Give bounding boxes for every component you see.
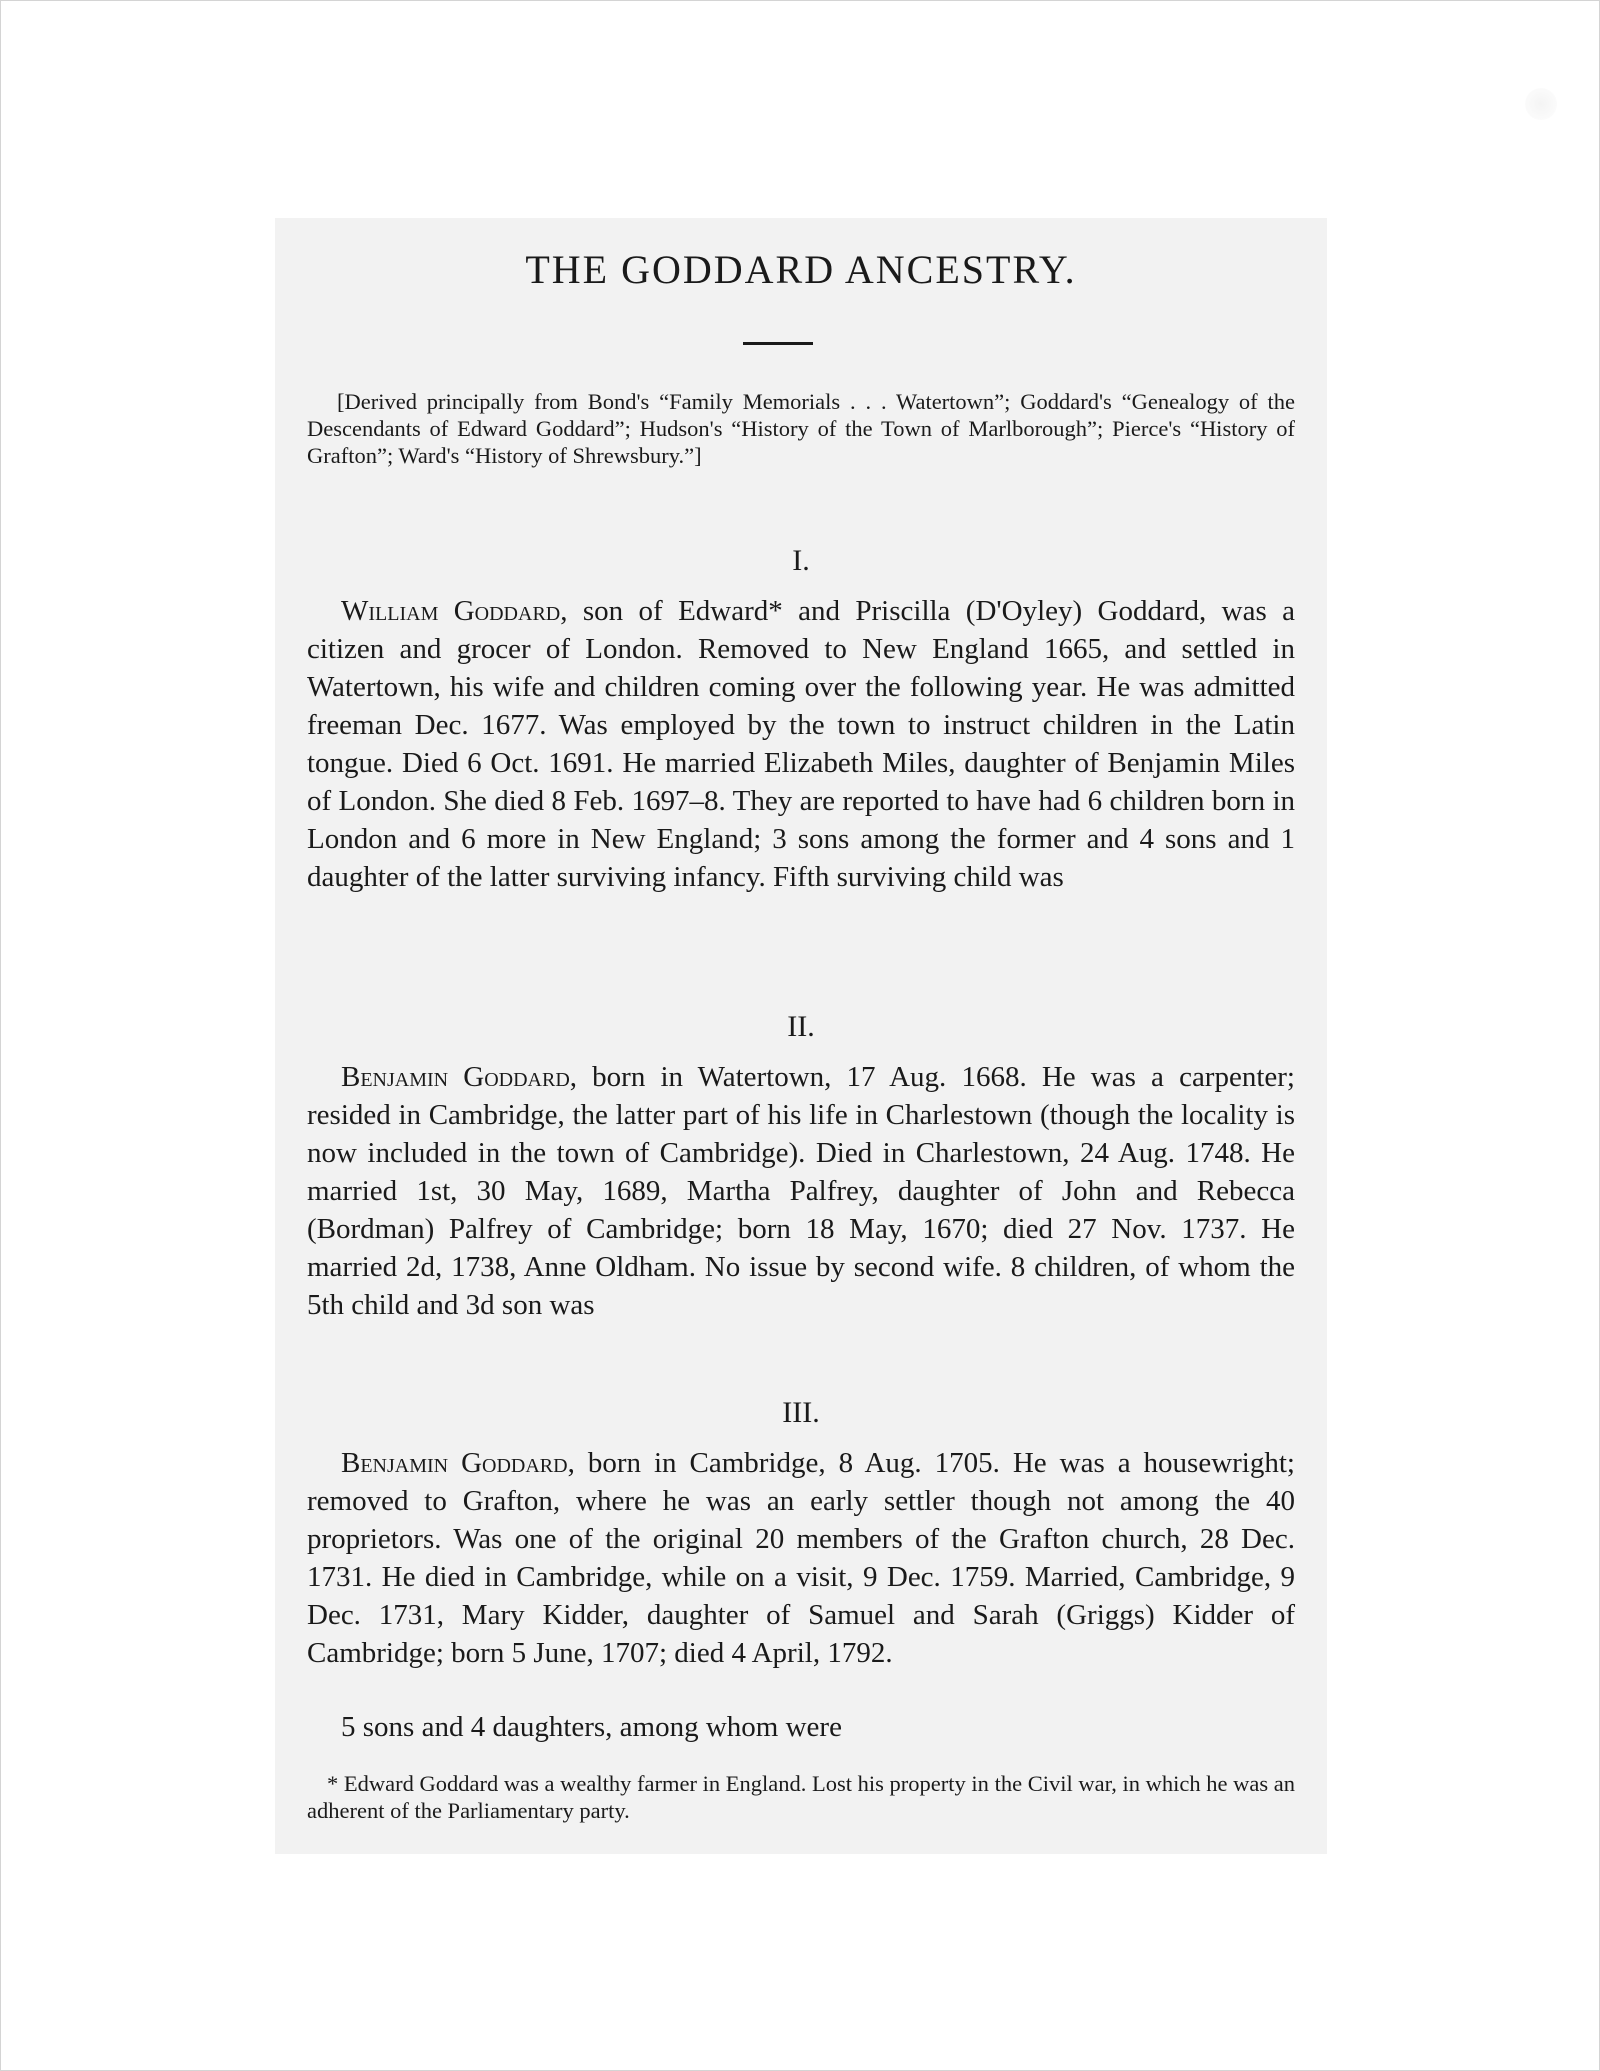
book-page [275, 218, 1327, 1854]
person-name: Benjamin Goddard, [341, 1447, 575, 1479]
section-paragraph-3 [307, 1444, 1295, 1672]
person-name: Benjamin Goddard, [341, 1061, 578, 1093]
section-paragraph-1 [307, 592, 1295, 896]
sources-note: [Derived principally from Bond's “Family Memorials . . . Watertown”; Goddard's “Genealogy of the Descendants of Edward Goddard”; Hudson's “History of the Town of Marlborough”; Pierce's “History of Grafton”; Ward's “History of Shrewsbury.”] [307, 389, 1295, 468]
children-summary-line: 5 sons and 4 daughters, among whom were [341, 1711, 842, 1743]
scan-stain [1525, 88, 1557, 120]
section-numeral-3: III. [782, 1396, 820, 1429]
page-title: THE GODDARD ANCESTRY. [525, 247, 1077, 292]
title-rule-divider [743, 342, 813, 345]
paragraph-text: son of Edward* and Priscilla (D'Oyley) Goddard, was a citizen and grocer of London. Removed to New England 1665, and settled in Watertown, his wife and children coming over the following year. He was admitted freeman Dec. 1677. Was employed by the town to instruct children in the Latin tongue. Died 6 Oct. 1691. He married Elizabeth Miles, daughter of Benjamin Miles of London. She died 8 Feb. 1697–8. They are reported to have had 6 children born in London and 6 more in New England; 3 sons among the former and 4 sons and 1 daughter of the latter surviving infancy. Fifth surviving child was [307, 595, 1295, 893]
footnote: * Edward Goddard was a wealthy farmer in England. Lost his property in the Civil war, in which he was an adherent of the Parliamentary party. [307, 1771, 1295, 1823]
section-paragraph-2 [307, 1058, 1295, 1324]
section-numeral-2: II. [787, 1010, 815, 1043]
paragraph-text: born in Cambridge, 8 Aug. 1705. He was a housewright; removed to Grafton, where he was an early settler though not among the 40 proprietors. Was one of the original 20 members of the Grafton church, 28 Dec. 1731. He died in Cambridge, while on a visit, 9 Dec. 1759. Married, Cambridge, 9 Dec. 1731, Mary Kidder, daughter of Samuel and Sarah (Griggs) Kidder of Cambridge; born 5 June, 1707; died 4 April, 1792. [307, 1447, 1295, 1669]
paragraph-text: born in Watertown, 17 Aug. 1668. He was a carpenter; resided in Cambridge, the latter part of his life in Charlestown (though the locality is now included in the town of Cambridge). Died in Charlestown, 24 Aug. 1748. He married 1st, 30 May, 1689, Martha Palfrey, daughter of John and Rebecca (Bordman) Palfrey of Cambridge; born 18 May, 1670; died 27 Nov. 1737. He married 2d, 1738, Anne Oldham. No issue by second wife. 8 children, of whom the 5th child and 3d son was [307, 1061, 1295, 1321]
section-numeral-1: I. [792, 544, 810, 577]
person-name: William Goddard, [341, 595, 568, 627]
